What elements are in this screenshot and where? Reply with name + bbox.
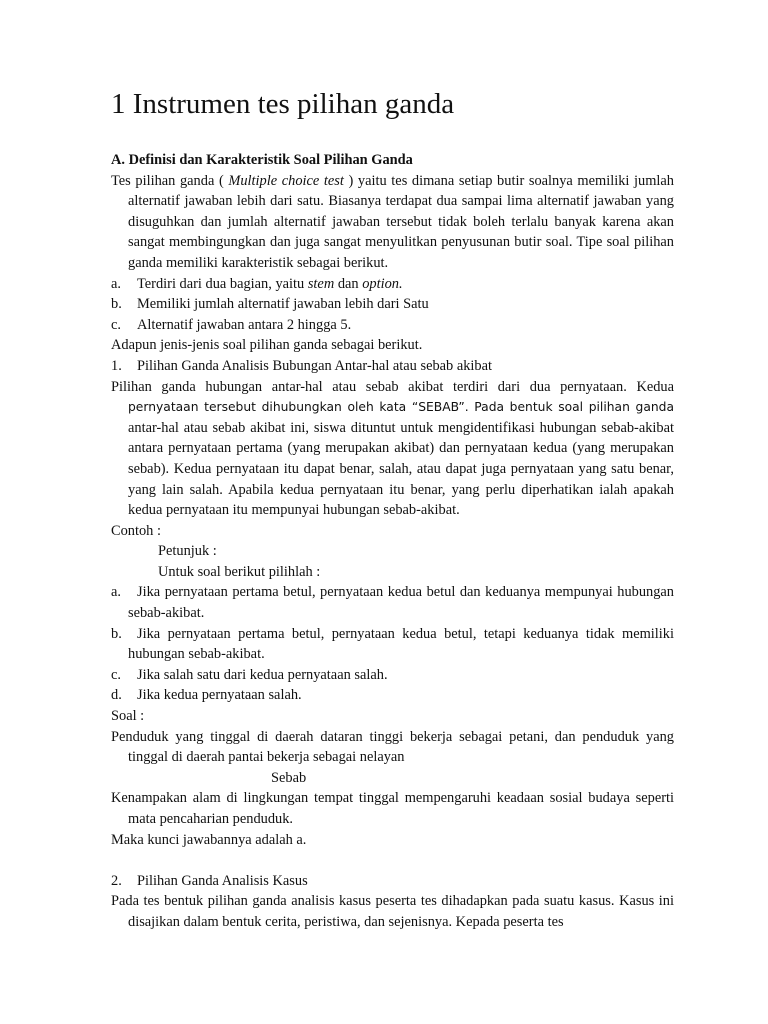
list-item (111, 274, 674, 295)
definition-text-start: Tes pilihan ganda ( (111, 172, 229, 189)
subsection-number: 2. (111, 872, 122, 889)
document-body (111, 150, 674, 933)
example-label: Contoh : (111, 522, 161, 539)
option-item (111, 582, 674, 623)
option-label: c. (111, 666, 121, 683)
paragraph-text: Pilihan ganda hubungan antar-hal atau sebab akibat terdiri dari dua pernyataan. Kedua (111, 378, 674, 395)
option-text: Jika pernyataan pertama betul, pernyataan kedua betul dan keduanya mempunyai hubungan sebab-akibat. (128, 584, 674, 622)
question-label: Soal : (111, 708, 145, 725)
instruction-label: Petunjuk : (158, 543, 217, 560)
page-title: 1 Instrumen tes pilihan ganda (111, 88, 455, 120)
list-label: b. (111, 296, 122, 313)
subsection-number: 1. (111, 357, 122, 374)
option-label: b. (111, 625, 122, 642)
instruction-text: Untuk soal berikut pilihlah : (158, 563, 321, 580)
option-label: d. (111, 687, 122, 704)
paragraph-text: antar-hal atau sebab akibat ini, siswa dituntut untuk mengidentifikasi hubungan sebab-akibat antara pernyataan pertama (yang merupakan akibat) dan pernyataan kedua (yang merupakan sebab). Kedua pernyataan itu dapat benar, salah, atau dapat juga pernyataan yang satu benar, yang lain salah. Apabila kedua pernyataan itu benar, yang perlu diperhatikan ialah apakah kedua pernyataan itu mempunyai hubungan sebab-akibat. (128, 419, 674, 519)
list-text: Memiliki jumlah alternatif jawaban lebih dari Satu (137, 296, 429, 313)
term-stem: stem (307, 275, 335, 292)
option-item (111, 685, 674, 706)
section-heading: A. Definisi dan Karakteristik Soal Pilihan Ganda (111, 152, 413, 168)
subsection-title: Pilihan Ganda Analisis Kasus (137, 872, 308, 889)
subsection-title: Pilihan Ganda Analisis Bubungan Antar-hal atau sebab akibat (137, 357, 493, 374)
paragraph-text-sans: pernyataan tersebut dihubungkan oleh kata “SEBAB”. Pada bentuk soal pilihan ganda (128, 400, 674, 415)
option-text: Jika salah satu dari kedua pernyataan salah. (137, 666, 388, 683)
subsection-heading (111, 871, 674, 892)
term-multiple-choice: Multiple choice test (228, 172, 344, 189)
option-item (111, 624, 674, 665)
sebab-connector: Sebab (271, 769, 307, 786)
term-option: option. (362, 275, 403, 292)
list-label: a. (111, 275, 121, 292)
list-text: Terdiri dari dua bagian, yaitu (137, 275, 308, 292)
paragraph-spacer (111, 850, 674, 871)
list-text: Alternatif jawaban antara 2 hingga 5. (137, 316, 352, 333)
subsection-heading (111, 356, 674, 377)
list-text: dan (334, 275, 363, 292)
type2-paragraph: Pada tes bentuk pilihan ganda analisis kasus peserta tes dihadapkan pada suatu kasus. Kasus ini disajikan dalam bentuk cerita, peristiwa, dan sejenisnya. Kepada peserta tes (111, 893, 674, 930)
option-item (111, 665, 674, 686)
list-item (111, 294, 674, 315)
option-text: Jika kedua pernyataan salah. (137, 687, 302, 704)
list-item (111, 315, 674, 336)
types-intro: Adapun jenis-jenis soal pilihan ganda sebagai berikut. (111, 337, 423, 354)
option-label: a. (111, 584, 121, 601)
definition-text-rest: ) yaitu tes dimana setiap butir soalnya memiliki jumlah alternatif jawaban lebih dari satu. Biasanya terdapat dua sampai lima alternatif jawaban yang disuguhkan dan jumlah alternatif jawaban tersebut tidak boleh terlalu banyak karena akan sangat membingungkan dan juga sangat menyulitkan penyusunan butir soal. Tipe soal pilihan ganda memiliki karakteristik sebagai berikut. (128, 172, 674, 271)
definition-paragraph (111, 171, 674, 274)
statement-two: Kenampakan alam di lingkungan tempat tinggal mempengaruhi keadaan sosial budaya seperti mata pencaharian penduduk. (111, 790, 674, 827)
statement-one: Penduduk yang tinggal di daerah dataran tinggi bekerja sebagai petani, dan penduduk yang tinggal di daerah pantai bekerja sebagai nelayan (111, 728, 674, 766)
list-label: c. (111, 316, 121, 333)
type1-paragraph (111, 377, 674, 521)
option-text: Jika pernyataan pertama betul, pernyataan kedua betul, tetapi keduanya tidak memiliki hubungan sebab-akibat. (128, 625, 674, 663)
answer-key: Maka kunci jawabannya adalah a. (111, 831, 307, 848)
